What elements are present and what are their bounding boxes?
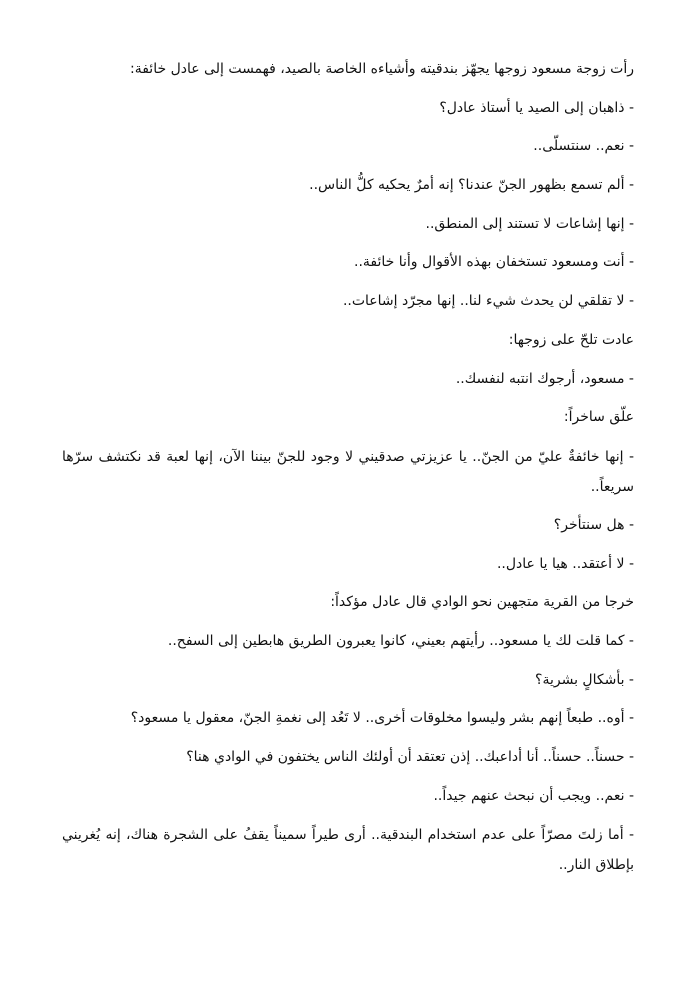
dialogue-line: - هل سنتأخر؟ bbox=[553, 516, 634, 533]
dialogue-line: - ذاهبان إلى الصيد يا أستاذ عادل؟ bbox=[439, 99, 634, 116]
dialogue-line: - كما قلت لك يا مسعود.. رأيتهم بعيني، كانوا يعبرون الطريق هابطين إلى السفح.. bbox=[167, 632, 634, 649]
paragraph: عادت تلحّ على زوجها: bbox=[508, 331, 634, 348]
dialogue-line: - مسعود، أرجوك انتبه لنفسك.. bbox=[455, 370, 634, 387]
dialogue-line: - إنها إشاعات لا تستند إلى المنطق.. bbox=[425, 215, 634, 232]
dialogue-line: - أنت ومسعود تستخفان بهذه الأقوال وأنا خائفة.. bbox=[354, 254, 634, 271]
dialogue-line: - بأشكالٍ بشرية؟ bbox=[535, 671, 634, 688]
story-text bbox=[62, 50, 634, 884]
paragraph: علّق ساخراً: bbox=[563, 409, 634, 426]
paragraph: خرجا من القرية متجهين نحو الوادي قال عادل مؤكداً: bbox=[330, 594, 634, 611]
dialogue-line: - لا تقلقي لن يحدث شيء لنا.. إنها مجرّد إشاعات.. bbox=[342, 293, 634, 310]
dialogue-line: - حسناً.. حسناً.. أنا أداعبك.. إذن تعتقد أن أولئك الناس يختفون في الوادي هنا؟ bbox=[186, 749, 634, 765]
dialogue-line: - إنها خائفةٌ عليّ من الجنّ.. يا عزيزتي صدقيني لا وجود للجنّ بيننا الآن، إنها لعبة قد نكتشف سرّها سريعاً.. bbox=[62, 448, 634, 495]
dialogue-line: - لا أعتقد.. هيا يا عادل.. bbox=[496, 555, 634, 572]
dialogue-line: - أوه.. طبعاً إنهم بشر وليسوا مخلوقات أخرى.. لا تَعُد إلى نغمةِ الجنّ، معقول يا مسعود؟ bbox=[130, 710, 634, 727]
dialogue-line: - نعم.. ويجب أن نبحث عنهم جيداً.. bbox=[433, 787, 634, 804]
dialogue-line: - نعم.. سنتسلّى.. bbox=[533, 138, 634, 155]
dialogue-line: - ألم تسمع بظهور الجنّ عندنا؟ إنه أمرٌ يحكيه كلُّ الناس.. bbox=[309, 177, 634, 194]
paragraph: رأت زوجة مسعود زوجها يجهّز بندقيته وأشياءه الخاصة بالصيد، فهمست إلى عادل خائفة: bbox=[130, 61, 634, 77]
dialogue-line: - أما زلتَ مصرّاً على عدم استخدام البندقية.. أرى طيراً سميناً يقفُ على الشجرة هناك، إنه يُغريني بإطلاق النار.. bbox=[62, 827, 634, 874]
